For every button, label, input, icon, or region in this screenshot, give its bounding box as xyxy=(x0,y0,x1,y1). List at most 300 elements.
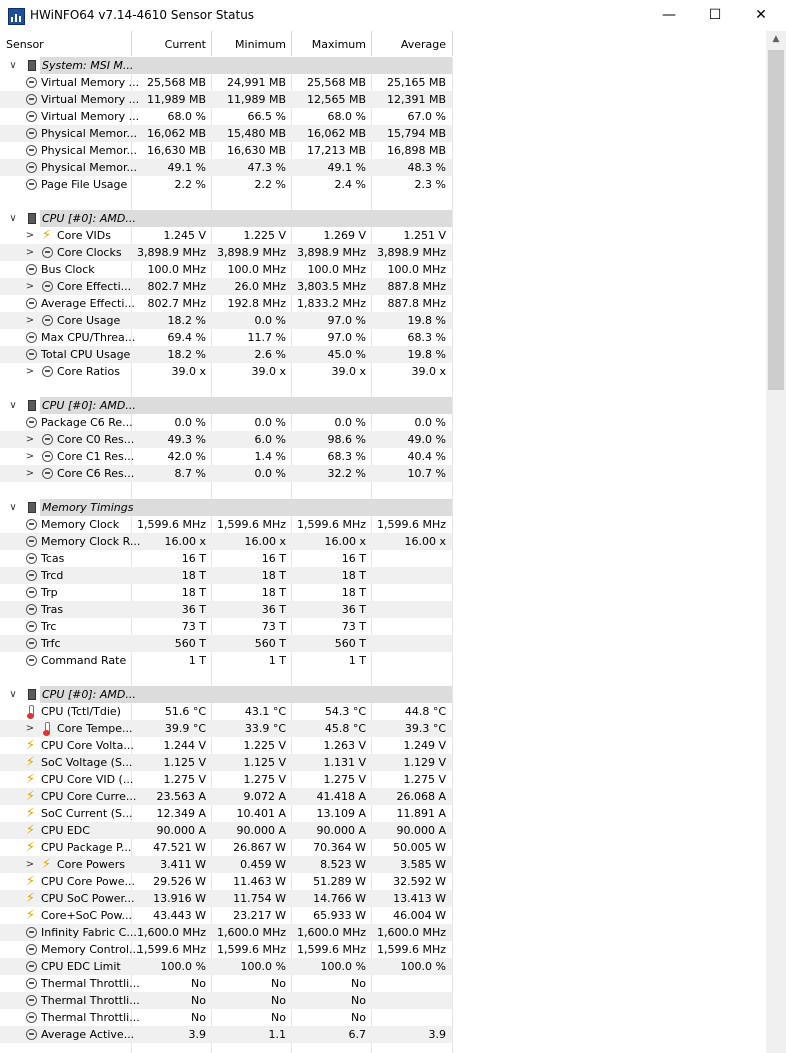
sensor-row[interactable] xyxy=(0,244,452,261)
minimum-value: 16,630 MB xyxy=(226,144,286,157)
current-value: 18.2 % xyxy=(167,314,206,327)
window-title: HWiNFO64 v7.14-4610 Sensor Status xyxy=(30,8,255,22)
column-header-minimum[interactable]: Minimum xyxy=(235,38,286,51)
gauge-icon xyxy=(26,145,37,156)
sensor-label: Physical Memor... xyxy=(41,144,137,157)
chip-icon xyxy=(28,213,36,224)
chevron-down-icon[interactable]: ∨ xyxy=(9,689,17,700)
maximum-value: 39.0 x xyxy=(331,365,366,378)
gauge-icon xyxy=(26,349,37,360)
minimum-value: 1.225 V xyxy=(243,229,286,242)
current-value: 3,898.9 MHz xyxy=(136,246,206,259)
close-button[interactable]: ✕ xyxy=(755,7,767,23)
chevron-right-icon[interactable]: > xyxy=(25,230,35,241)
minimum-value: 11.7 % xyxy=(247,331,286,344)
sensor-label: Core Usage xyxy=(57,314,121,327)
maximum-value: 1,600.0 MHz xyxy=(296,926,366,939)
column-header xyxy=(0,31,766,56)
maximum-value: 1.275 V xyxy=(323,773,366,786)
maximum-value: 16,062 MB xyxy=(306,127,366,140)
maximum-value: 2.4 % xyxy=(334,178,366,191)
sensor-row[interactable] xyxy=(0,737,452,754)
sensor-label: Trc xyxy=(41,620,57,633)
chevron-down-icon[interactable]: ∨ xyxy=(9,60,17,71)
sensor-row[interactable] xyxy=(0,822,452,839)
sensor-row[interactable] xyxy=(0,941,452,958)
chevron-right-icon[interactable]: > xyxy=(25,859,35,870)
maximum-value: 45.8 °C xyxy=(324,722,366,735)
maximize-button[interactable]: ☐ xyxy=(708,7,722,23)
gauge-icon xyxy=(26,553,37,564)
current-value: 100.0 % xyxy=(160,960,206,973)
gauge-icon xyxy=(26,264,37,275)
maximum-value: 97.0 % xyxy=(327,331,366,344)
chevron-right-icon[interactable]: > xyxy=(25,468,35,479)
minimum-value: 47.3 % xyxy=(247,161,286,174)
minimum-value: 1,600.0 MHz xyxy=(216,926,286,939)
chevron-right-icon[interactable]: > xyxy=(25,451,35,462)
chevron-right-icon[interactable]: > xyxy=(25,315,35,326)
current-value: 1,600.0 MHz xyxy=(136,926,206,939)
minimum-value: 1,599.6 MHz xyxy=(216,518,286,531)
current-value: 1,599.6 MHz xyxy=(136,518,206,531)
average-value: 12,391 MB xyxy=(386,93,446,106)
sensor-label: CPU Core VID (... xyxy=(41,773,134,786)
minimum-value: 39.0 x xyxy=(251,365,286,378)
sensor-group-row[interactable] xyxy=(0,686,452,703)
sensor-label: Physical Memor... xyxy=(41,161,137,174)
minimum-value: 36 T xyxy=(261,603,286,616)
minimum-value: 9.072 A xyxy=(243,790,286,803)
current-value: 42.0 % xyxy=(167,450,206,463)
minimum-value: 23.217 W xyxy=(233,909,286,922)
sensor-label: Core Tempe... xyxy=(57,722,133,735)
sensor-row[interactable] xyxy=(0,771,452,788)
column-header-sensor[interactable]: Sensor xyxy=(6,38,44,51)
sensor-row[interactable] xyxy=(0,907,452,924)
gauge-icon xyxy=(26,111,37,122)
sensor-row[interactable] xyxy=(0,227,452,244)
sensor-label: Core+SoC Pow... xyxy=(41,909,133,922)
maximum-value: 68.3 % xyxy=(327,450,366,463)
current-value: No xyxy=(191,977,206,990)
minimum-value: 26.0 MHz xyxy=(234,280,286,293)
sensor-grid xyxy=(0,57,766,1053)
maximum-value: 1 T xyxy=(348,654,366,667)
gauge-icon xyxy=(26,77,37,88)
sensor-row[interactable] xyxy=(0,465,452,482)
sensor-row[interactable] xyxy=(0,805,452,822)
minimum-value: 1,599.6 MHz xyxy=(216,943,286,956)
sensor-label: Tras xyxy=(41,603,64,616)
current-value: 16.00 x xyxy=(164,535,206,548)
sensor-row[interactable] xyxy=(0,414,452,431)
lightning-bolt-icon: ⚡ xyxy=(25,891,36,906)
sensor-label: Core Ratios xyxy=(57,365,120,378)
current-value: 802.7 MHz xyxy=(147,297,206,310)
minimum-value: 1.4 % xyxy=(254,450,286,463)
gauge-icon xyxy=(26,570,37,581)
scrollbar-thumb[interactable] xyxy=(768,50,784,390)
sensor-row[interactable] xyxy=(0,788,452,805)
maximum-value: 45.0 % xyxy=(327,348,366,361)
minimum-value: 0.0 % xyxy=(254,467,286,480)
header-divider xyxy=(371,31,372,56)
gauge-icon xyxy=(42,468,53,479)
average-value xyxy=(372,992,446,1009)
minimum-value: 560 T xyxy=(254,637,286,650)
scroll-up-arrow-icon[interactable]: ▲ xyxy=(772,34,780,44)
minimum-value: 1.225 V xyxy=(243,739,286,752)
sensor-row[interactable] xyxy=(0,958,452,975)
current-value: 16 T xyxy=(181,552,206,565)
lightning-bolt-icon: ⚡ xyxy=(41,857,52,872)
chip-icon xyxy=(28,689,36,700)
column-header-current[interactable]: Current xyxy=(164,38,206,51)
chip-icon xyxy=(28,60,36,71)
sensor-row[interactable] xyxy=(0,91,452,108)
sensor-label: CPU Core Powe... xyxy=(41,875,136,888)
lightning-bolt-icon: ⚡ xyxy=(25,789,36,804)
maximum-value: 12,565 MB xyxy=(306,93,366,106)
sensor-row[interactable] xyxy=(0,754,452,771)
maximum-value: 16 T xyxy=(341,552,366,565)
gauge-icon xyxy=(26,179,37,190)
current-value: 1,599.6 MHz xyxy=(136,943,206,956)
average-value xyxy=(372,635,446,652)
minimum-value: 100.0 MHz xyxy=(227,263,286,276)
sensor-row[interactable] xyxy=(0,516,452,533)
current-value: 90.000 A xyxy=(156,824,206,837)
sensor-label: Memory Control... xyxy=(41,943,140,956)
gauge-icon xyxy=(42,366,53,377)
gauge-icon xyxy=(26,94,37,105)
current-value: 69.4 % xyxy=(167,331,206,344)
maximum-value: 560 T xyxy=(334,637,366,650)
average-value: 90.000 A xyxy=(396,824,446,837)
maximum-value: 68.0 % xyxy=(327,110,366,123)
sensor-label: CPU EDC Limit xyxy=(41,960,121,973)
chevron-down-icon[interactable]: ∨ xyxy=(9,400,17,411)
minimum-value: 1.275 V xyxy=(243,773,286,786)
sensor-label: Core C1 Res... xyxy=(57,450,135,463)
sensor-row[interactable] xyxy=(0,703,452,720)
average-value: 3,898.9 MHz xyxy=(376,246,446,259)
sensor-row[interactable] xyxy=(0,176,452,193)
group-label: CPU [#0]: AMD... xyxy=(42,688,136,701)
minimum-value: 11.463 W xyxy=(233,875,286,888)
sensor-label: Trcd xyxy=(41,569,64,582)
minimum-value: 2.2 % xyxy=(254,178,286,191)
sensor-label: SoC Voltage (S... xyxy=(41,756,133,769)
spacer-row xyxy=(0,193,452,210)
sensor-group-row[interactable] xyxy=(0,210,452,227)
maximum-value: 73 T xyxy=(341,620,366,633)
average-value xyxy=(372,1009,446,1026)
group-label: Memory Timings xyxy=(42,501,134,514)
sensor-row[interactable] xyxy=(0,992,452,1009)
average-value: 32.592 W xyxy=(393,875,446,888)
minimum-value: 0.459 W xyxy=(240,858,286,871)
current-value: 0.0 % xyxy=(174,416,206,429)
sensor-row[interactable] xyxy=(0,856,452,873)
maximum-value: 54.3 °C xyxy=(324,705,366,718)
vertical-scrollbar[interactable] xyxy=(766,31,786,1053)
minimum-value: 0.0 % xyxy=(254,416,286,429)
gauge-icon xyxy=(26,927,37,938)
average-value: 1,599.6 MHz xyxy=(376,518,446,531)
sensor-row[interactable] xyxy=(0,1009,452,1026)
minimum-value: 33.9 °C xyxy=(244,722,286,735)
average-value xyxy=(372,567,446,584)
gauge-icon xyxy=(26,1029,37,1040)
current-value: 11,989 MB xyxy=(146,93,206,106)
spacer-row xyxy=(0,669,452,686)
maximum-value: 51.289 W xyxy=(313,875,366,888)
sensor-label: CPU Core Curre... xyxy=(41,790,137,803)
minimum-value: No xyxy=(271,994,286,1007)
maximum-value: 41.418 A xyxy=(316,790,366,803)
maximum-value: 17,213 MB xyxy=(306,144,366,157)
average-value xyxy=(372,550,446,567)
average-value: 46.004 W xyxy=(393,909,446,922)
current-value: 12.349 A xyxy=(156,807,206,820)
sensor-row[interactable] xyxy=(0,618,452,635)
column-header-average[interactable]: Average xyxy=(400,38,446,51)
minimum-value: No xyxy=(271,977,286,990)
sensor-group-row[interactable] xyxy=(0,397,452,414)
current-value: 39.0 x xyxy=(171,365,206,378)
sensor-group-row[interactable] xyxy=(0,57,452,74)
sensor-row[interactable] xyxy=(0,431,452,448)
sensor-row[interactable] xyxy=(0,278,452,295)
gauge-icon xyxy=(42,315,53,326)
sensor-label: Core C6 Res... xyxy=(57,467,135,480)
hwinfo-app-icon xyxy=(8,8,25,25)
maximum-value: 32.2 % xyxy=(327,467,366,480)
sensor-row[interactable] xyxy=(0,142,452,159)
average-value: 3.585 W xyxy=(400,858,446,871)
sensor-row[interactable] xyxy=(0,125,452,142)
current-value: No xyxy=(191,1011,206,1024)
maximum-value: 36 T xyxy=(341,603,366,616)
chevron-right-icon[interactable]: > xyxy=(25,366,35,377)
average-value: 13.413 W xyxy=(393,892,446,905)
sensor-row[interactable] xyxy=(0,635,452,652)
sensor-row[interactable] xyxy=(0,74,452,91)
current-value: 73 T xyxy=(181,620,206,633)
average-value xyxy=(372,652,446,669)
minimum-value: 2.6 % xyxy=(254,348,286,361)
average-value: 0.0 % xyxy=(414,416,446,429)
minimum-value: 16.00 x xyxy=(244,535,286,548)
average-value: 67.0 % xyxy=(407,110,446,123)
minimum-value: 16 T xyxy=(261,552,286,565)
sensor-row[interactable] xyxy=(0,295,452,312)
maximum-value: No xyxy=(351,1011,366,1024)
minimum-value: 15,480 MB xyxy=(226,127,286,140)
minimum-value: 43.1 °C xyxy=(244,705,286,718)
sensor-row[interactable] xyxy=(0,346,452,363)
sensor-row[interactable] xyxy=(0,363,452,380)
average-value: 1,600.0 MHz xyxy=(376,926,446,939)
chevron-down-icon[interactable]: ∨ xyxy=(9,213,17,224)
current-value: 18 T xyxy=(181,586,206,599)
sensor-label: Virtual Memory ... xyxy=(41,110,140,123)
average-value: 19.8 % xyxy=(407,314,446,327)
sensor-row[interactable] xyxy=(0,567,452,584)
current-value: 36 T xyxy=(181,603,206,616)
gauge-icon xyxy=(26,128,37,139)
average-value: 19.8 % xyxy=(407,348,446,361)
current-value: 29.526 W xyxy=(153,875,206,888)
chevron-right-icon[interactable]: > xyxy=(25,281,35,292)
column-header-maximum[interactable]: Maximum xyxy=(311,38,366,51)
average-value: 1.251 V xyxy=(403,229,446,242)
title-bar xyxy=(0,0,786,31)
sensor-label: Average Effecti... xyxy=(41,297,135,310)
sensor-label: Thermal Throttli... xyxy=(41,1011,140,1024)
sensor-label: Thermal Throttli... xyxy=(41,977,140,990)
average-value: 49.0 % xyxy=(407,433,446,446)
gauge-icon xyxy=(26,604,37,615)
maximum-value: 3,803.5 MHz xyxy=(296,280,366,293)
gauge-icon xyxy=(26,961,37,972)
average-value: 1.129 V xyxy=(403,756,446,769)
sensor-row[interactable] xyxy=(0,448,452,465)
chevron-right-icon[interactable]: > xyxy=(25,723,35,734)
minimum-value: 11.754 W xyxy=(233,892,286,905)
sensor-row[interactable] xyxy=(0,1026,452,1043)
header-divider xyxy=(211,31,212,56)
maximum-value: 0.0 % xyxy=(334,416,366,429)
sensor-row[interactable] xyxy=(0,550,452,567)
average-value: 887.8 MHz xyxy=(387,280,446,293)
sensor-label: Total CPU Usage xyxy=(41,348,131,361)
maximum-value: 6.7 xyxy=(348,1028,366,1041)
sensor-row[interactable] xyxy=(0,312,452,329)
sensor-row[interactable] xyxy=(0,108,452,125)
minimum-value: 0.0 % xyxy=(254,314,286,327)
current-value: 25,568 MB xyxy=(146,76,206,89)
minimum-value: 3,898.9 MHz xyxy=(216,246,286,259)
sensor-row[interactable] xyxy=(0,924,452,941)
current-value: 100.0 MHz xyxy=(147,263,206,276)
sensor-label: CPU SoC Power... xyxy=(41,892,135,905)
lightning-bolt-icon: ⚡ xyxy=(41,228,52,243)
minimize-button[interactable]: — xyxy=(662,7,676,23)
average-value: 2.3 % xyxy=(414,178,446,191)
sensor-label: SoC Current (S... xyxy=(41,807,133,820)
average-value: 1.249 V xyxy=(403,739,446,752)
lightning-bolt-icon: ⚡ xyxy=(25,823,36,838)
sensor-row[interactable] xyxy=(0,975,452,992)
gauge-icon xyxy=(26,162,37,173)
header-divider xyxy=(131,31,132,56)
gauge-icon xyxy=(42,434,53,445)
gauge-icon xyxy=(26,298,37,309)
maximum-value: 3,898.9 MHz xyxy=(296,246,366,259)
minimum-value: No xyxy=(271,1011,286,1024)
chevron-right-icon[interactable]: > xyxy=(25,434,35,445)
gauge-icon xyxy=(26,655,37,666)
sensor-row[interactable] xyxy=(0,159,452,176)
maximum-value: 25,568 MB xyxy=(306,76,366,89)
average-value: 50.005 W xyxy=(393,841,446,854)
sensor-row[interactable] xyxy=(0,652,452,669)
maximum-value: 1,599.6 MHz xyxy=(296,943,366,956)
average-value: 25,165 MB xyxy=(386,76,446,89)
sensor-row[interactable] xyxy=(0,329,452,346)
chip-icon xyxy=(28,502,36,513)
lightning-bolt-icon: ⚡ xyxy=(25,840,36,855)
minimum-value: 11,989 MB xyxy=(226,93,286,106)
average-value: 44.8 °C xyxy=(404,705,446,718)
lightning-bolt-icon: ⚡ xyxy=(25,908,36,923)
thermometer-icon xyxy=(42,721,51,736)
current-value: 49.3 % xyxy=(167,433,206,446)
minimum-value: 73 T xyxy=(261,620,286,633)
group-label: CPU [#0]: AMD... xyxy=(42,212,136,225)
average-value: 16.00 x xyxy=(404,535,446,548)
lightning-bolt-icon: ⚡ xyxy=(25,772,36,787)
average-value xyxy=(372,601,446,618)
sensor-label: Trfc xyxy=(41,637,61,650)
sensor-label: Trp xyxy=(41,586,58,599)
maximum-value: 97.0 % xyxy=(327,314,366,327)
sensor-label: Core Powers xyxy=(57,858,125,871)
average-value: 40.4 % xyxy=(407,450,446,463)
gauge-icon xyxy=(42,281,53,292)
gauge-icon xyxy=(26,417,37,428)
maximum-value: 18 T xyxy=(341,569,366,582)
thermometer-icon xyxy=(26,704,35,719)
maximum-value: 1.263 V xyxy=(323,739,366,752)
current-value: 43.443 W xyxy=(153,909,206,922)
average-value: 100.0 MHz xyxy=(387,263,446,276)
current-value: 2.2 % xyxy=(174,178,206,191)
sensor-row[interactable] xyxy=(0,533,452,550)
group-label: System: MSI M... xyxy=(42,59,134,72)
sensor-row[interactable] xyxy=(0,873,452,890)
column-divider xyxy=(452,57,453,1053)
sensor-group-row[interactable] xyxy=(0,499,452,516)
minimum-value: 1.1 xyxy=(268,1028,286,1041)
chevron-down-icon[interactable]: ∨ xyxy=(9,502,17,513)
maximum-value: 1.269 V xyxy=(323,229,366,242)
lightning-bolt-icon: ⚡ xyxy=(25,874,36,889)
maximum-value: No xyxy=(351,994,366,1007)
sensor-row[interactable] xyxy=(0,839,452,856)
sensor-row[interactable] xyxy=(0,261,452,278)
sensor-row[interactable] xyxy=(0,584,452,601)
gauge-icon xyxy=(42,451,53,462)
average-value: 15,794 MB xyxy=(386,127,446,140)
minimum-value: 18 T xyxy=(261,569,286,582)
sensor-row[interactable] xyxy=(0,890,452,907)
chevron-right-icon[interactable]: > xyxy=(25,247,35,258)
current-value: 13.916 W xyxy=(153,892,206,905)
current-value: 51.6 °C xyxy=(164,705,206,718)
sensor-row[interactable] xyxy=(0,601,452,618)
sensor-label: Average Active... xyxy=(41,1028,135,1041)
sensor-label: Infinity Fabric C... xyxy=(41,926,137,939)
sensor-row[interactable] xyxy=(0,720,452,737)
average-value: 11.891 A xyxy=(396,807,446,820)
maximum-value: 70.364 W xyxy=(313,841,366,854)
sensor-label: Physical Memor... xyxy=(41,127,137,140)
average-value: 16,898 MB xyxy=(386,144,446,157)
